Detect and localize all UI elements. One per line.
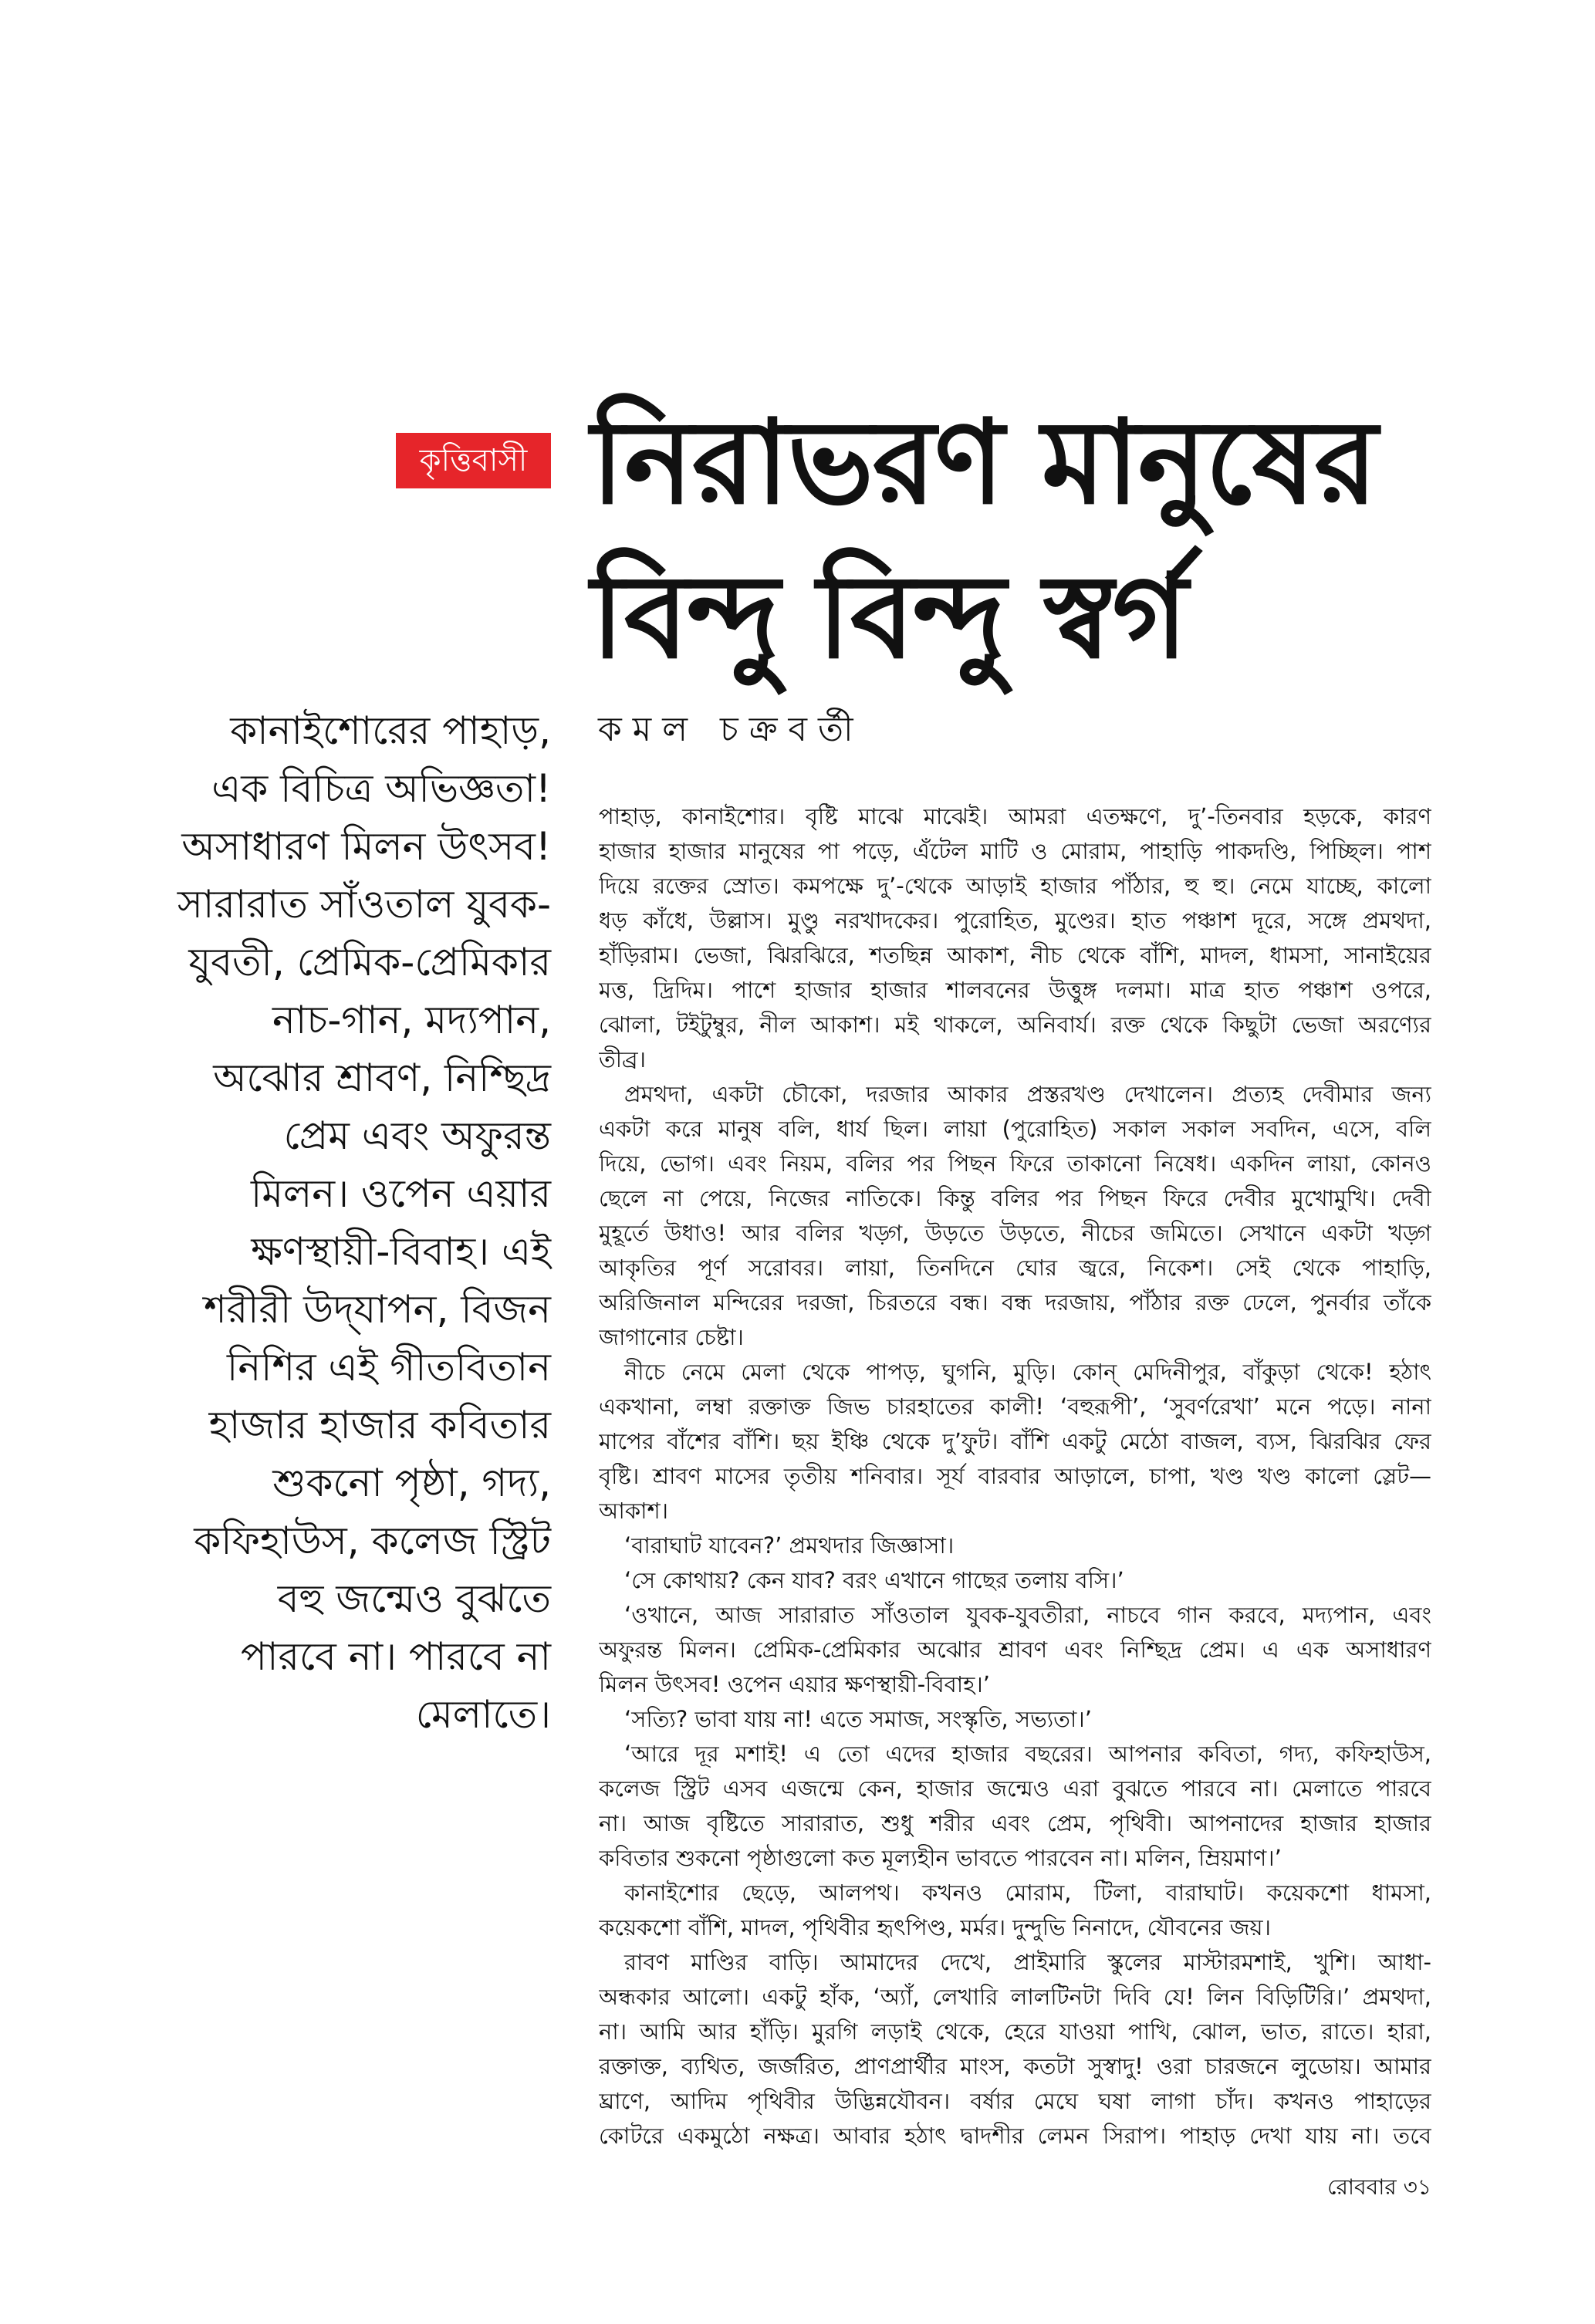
body-line: না। আজ বৃষ্টিতে সারারাত, শুধু শরীর এবং প্রেম, পৃথিবী। আপনাদের হাজার হাজার: [599, 1810, 1431, 1836]
article-body: [599, 799, 1431, 2153]
pull-quote-line: হাজার হাজার কবিতার: [208, 1403, 551, 1447]
body-line: আকৃতির পূর্ণ সরোবর। লায়া, তিনদিনে ঘোর জ্বরে, নিকেশ। সেই থেকে পাহাড়ি,: [599, 1255, 1431, 1281]
body-line: ‘আরে দূর মশাই! এ তো এদের হাজার বছরের। আপনার কবিতা, গদ্য, কফিহাউস,: [624, 1741, 1431, 1767]
pull-quote-line: কানাইশোরের পাহাড়,: [230, 708, 551, 753]
pull-quote-line: প্রেম এবং অফুরন্ত: [283, 1113, 551, 1158]
magazine-name: রোববার: [1327, 2174, 1397, 2200]
pull-quote-line: অঝোর শ্রাবণ, নিশ্ছিদ্র: [213, 1056, 551, 1100]
section-tag: কৃত্তিবাসী: [396, 433, 551, 488]
body-line: দিয়ে, ভোগ। এবং নিয়ম, বলির পর পিছন ফিরে তাকানো নিষেধ। একদিন লায়া, কোনও: [599, 1150, 1431, 1177]
body-line: হাজার হাজার মানুষের পা পড়ে, এঁটেল মাটি ও মোরাম, পাহাড়ি পাকদণ্ডি, পিচ্ছিল। পাশ: [599, 838, 1431, 864]
body-line: অফুরন্ত মিলন। প্রেমিক-প্রেমিকার অঝোর শ্রাবণ এবং নিশ্ছিদ্র প্রেম। এ এক অসাধারণ: [599, 1637, 1431, 1663]
body-line: ছেলে না পেয়ে, নিজের নাতিকে। কিন্তু বলির পর পিছন ফিরে দেবীর মুখোমুখি। দেবী: [599, 1185, 1431, 1211]
headline-line: বিন্দু বিন্দু স্বর্গ: [591, 550, 1187, 684]
paragraph: [599, 1355, 1431, 1529]
body-line: তীব্র।: [599, 1046, 647, 1072]
body-line: নীচে নেমে মেলা থেকে পাপড়, ঘুগনি, মুড়ি। কোন্ মেদিনীপুর, বাঁকুড়া থেকে! হঠাৎ: [624, 1359, 1431, 1385]
body-line: কয়েকশো বাঁশি, মাদল, পৃথিবীর হৃৎপিণ্ড, মর্মর। দুন্দুভি নিনাদে, যৌবনের জয়।: [599, 1914, 1272, 1941]
body-line: প্রমথদা, একটা চৌকো, দরজার আকার প্রস্তরখণ্ড দেখালেন। প্রত্যহ দেবীমার জন্য: [624, 1081, 1431, 1107]
pull-quote: [147, 702, 551, 1744]
body-line: ঘ্রাণে, আদিম পৃথিবীর উদ্ভিন্নযৌবন। বর্ষার মেঘে ঘষা লাগা চাঁদ। কখনও পাহাড়ের: [599, 2088, 1431, 2114]
body-line: ‘ওখানে, আজ সারারাত সাঁওতাল যুবক-যুবতীরা, নাচবে গান করবে, মদ্যপান, এবং: [624, 1602, 1431, 1628]
page-number: ৩১: [1403, 2174, 1431, 2200]
pull-quote-line: শুকনো পৃষ্ঠা, গদ্য,: [272, 1461, 551, 1505]
article-headline: [591, 386, 1440, 694]
pull-quote-line: কফিহাউস, কলেজ স্ট্রিট: [194, 1518, 551, 1563]
body-line: আকাশ।: [599, 1498, 669, 1524]
pull-quote-line: শরীরী উদ্‌যাপন, বিজন: [204, 1287, 551, 1332]
pull-quote-line: মিলন। ওপেন এয়ার: [250, 1171, 551, 1216]
paragraph: [599, 1563, 1431, 1598]
body-line: পাহাড়, কানাইশোর। বৃষ্টি মাঝে মাঝেই। আমরা এতক্ষণে, দু’-তিনবার হড়কে, কারণ: [599, 803, 1431, 829]
body-line: মুহূর্তে উধাও! আর বলির খড়্গ, উড়তে উড়তে, নীচের জমিতে। সেখানে একটা খড়্গ: [599, 1220, 1431, 1246]
headline-line: নিরাভরণ মানুষের: [591, 396, 1377, 530]
pull-quote-line: পারবে না। পারবে না: [241, 1634, 551, 1679]
page-footer: [1327, 2172, 1431, 2203]
pull-quote-line: নাচ-গান, মদ্যপান,: [272, 998, 551, 1042]
paragraph: [599, 1077, 1431, 1355]
pull-quote-line: নিশির এই গীতবিতান: [227, 1345, 551, 1390]
body-line: মাপের বাঁশের বাঁশি। ছয় ইঞ্চি থেকে দু’ফুট। বাঁশি একটু মেঠো বাজল, ব্যস, ঝিরঝির ফের: [599, 1428, 1431, 1454]
pull-quote-line: এক বিচিত্র অভিজ্ঞতা!: [211, 766, 551, 811]
body-line: অরিজিনাল মন্দিরের দরজা, চিরতরে বন্ধ। বন্ধ দরজায়, পাঁঠার রক্ত ঢেলে, পুনর্বার তাঁকে: [599, 1289, 1431, 1316]
body-line: ‘সত্যি? ভাবা যায় না! এতে সমাজ, সংস্কৃতি, সভ্যতা।’: [624, 1706, 1092, 1732]
pull-quote-line: অসাধারণ মিলন উৎসব!: [181, 824, 551, 869]
pull-quote-line: বহু জন্মেও বুঝতে: [277, 1576, 551, 1621]
body-line: একখানা, লম্বা রক্তাক্ত জিভ চারহাতের কালী! ‘বহুরূপী’, ‘সুবর্ণরেখা’ মনে পড়ে। নানা: [599, 1393, 1431, 1420]
paragraph: [599, 1737, 1431, 1876]
body-line: অন্ধকার আলো। একটু হাঁক, ‘অ্যাঁ, লেখারি লালটিনটা দিবি যে! লিন বিড়িটিরি।’ প্রমথদা,: [599, 1984, 1431, 2010]
body-line: কোটরে একমুঠো নক্ষত্র। আবার হঠাৎ দ্বাদশীর লেমন সিরাপ। পাহাড় দেখা যায় না। তবে: [599, 2123, 1431, 2149]
body-line: কবিতার শুকনো পৃষ্ঠাগুলো কত মূল্যহীন ভাবতে পারবেন না। মলিন, ম্রিয়মাণ।’: [599, 1845, 1282, 1871]
body-line: রক্তাক্ত, ব্যথিত, জর্জরিত, প্রাণপ্রার্থীর মাংস, কতটা সুস্বাদু! ওরা চারজনে লুডোয়। আমার: [599, 2053, 1431, 2079]
paragraph: [599, 1598, 1431, 1702]
body-line: ‘সে কোথায়? কেন যাব? বরং এখানে গাছের তলায় বসি।’: [624, 1567, 1124, 1593]
pull-quote-line: মেলাতে।: [415, 1692, 551, 1737]
body-line: একটা করে মানুষ বলি, ধার্য ছিল। লায়া (পুরোহিত) সকাল সকাল সবদিন, এসে, বলি: [599, 1116, 1431, 1142]
body-line: রাবণ মাণ্ডির বাড়ি। আমাদের দেখে, প্রাইমারি স্কুলের মাস্টারমশাই, খুশি। আধা-: [624, 1949, 1431, 1975]
author-byline: কমল চক্রবর্তী: [598, 710, 864, 749]
body-line: ধড় কাঁধে, উল্লাস। মুণ্ডু নরখাদকের। পুরোহিত, মুণ্ডের। হাত পঞ্চাশ দূরে, সঙ্গে প্রমথদা,: [599, 907, 1431, 934]
body-line: দিয়ে রক্তের স্রোত। কমপক্ষে দু’-থেকে আড়াই হাজার পাঁঠার, হু হু। নেমে যাচ্ছে, কালো: [599, 873, 1431, 899]
paragraph: [599, 1876, 1431, 1945]
body-line: মিলন উৎসব! ওপেন এয়ার ক্ষণস্থায়ী-বিবাহ।’: [599, 1671, 990, 1697]
paragraph: [599, 799, 1431, 1077]
body-line: ‘বারাঘাট যাবেন?’ প্রমথদার জিজ্ঞাসা।: [624, 1532, 955, 1559]
body-line: না। আমি আর হাঁড়ি। মুরগি লড়াই থেকে, হেরে যাওয়া পাখি, ঝোল, ভাত, রাতে। হারা,: [599, 2018, 1431, 2045]
pull-quote-line: সারারাত সাঁওতাল যুবক-: [177, 882, 551, 927]
body-line: ঝোলা, টইটুম্বুর, নীল আকাশ। মই থাকলে, অনিবার্য। রক্ত থেকে কিছুটা ভেজা অরণ্যের: [599, 1012, 1431, 1038]
body-line: বৃষ্টি। শ্রাবণ মাসের তৃতীয় শনিবার। সূর্য বারবার আড়ালে, চাপা, খণ্ড খণ্ড কালো স্লেট—: [599, 1463, 1431, 1489]
body-line: মত্ত, দ্রিদিম। পাশে হাজার হাজার শালবনের উত্তুঙ্গ দলমা। মাত্র হাত পঞ্চাশ ওপরে,: [599, 977, 1431, 1003]
body-line: কলেজ স্ট্রিট এসব এজন্মে কেন, হাজার জন্মেও এরা বুঝতে পারবে না। মেলাতে পারবে: [599, 1775, 1431, 1802]
pull-quote-line: যুবতী, প্রেমিক-প্রেমিকার: [188, 940, 551, 985]
body-line: জাগানোর চেষ্টা।: [599, 1324, 744, 1350]
pull-quote-line: ক্ষণস্থায়ী-বিবাহ। এই: [251, 1229, 551, 1274]
paragraph: [599, 1529, 1431, 1563]
body-line: কানাইশোর ছেড়ে, আলপথ। কখনও মোরাম, টিলা, বারাঘাট। কয়েকশো ধামসা,: [624, 1880, 1431, 1906]
paragraph: [599, 1702, 1431, 1737]
paragraph: [599, 1945, 1431, 2153]
body-line: হাঁড়িরাম। ভেজা, ঝিরঝিরে, শতছিন্ন আকাশ, নীচ থেকে বাঁশি, মাদল, ধামসা, সানাইয়ের: [599, 942, 1431, 968]
